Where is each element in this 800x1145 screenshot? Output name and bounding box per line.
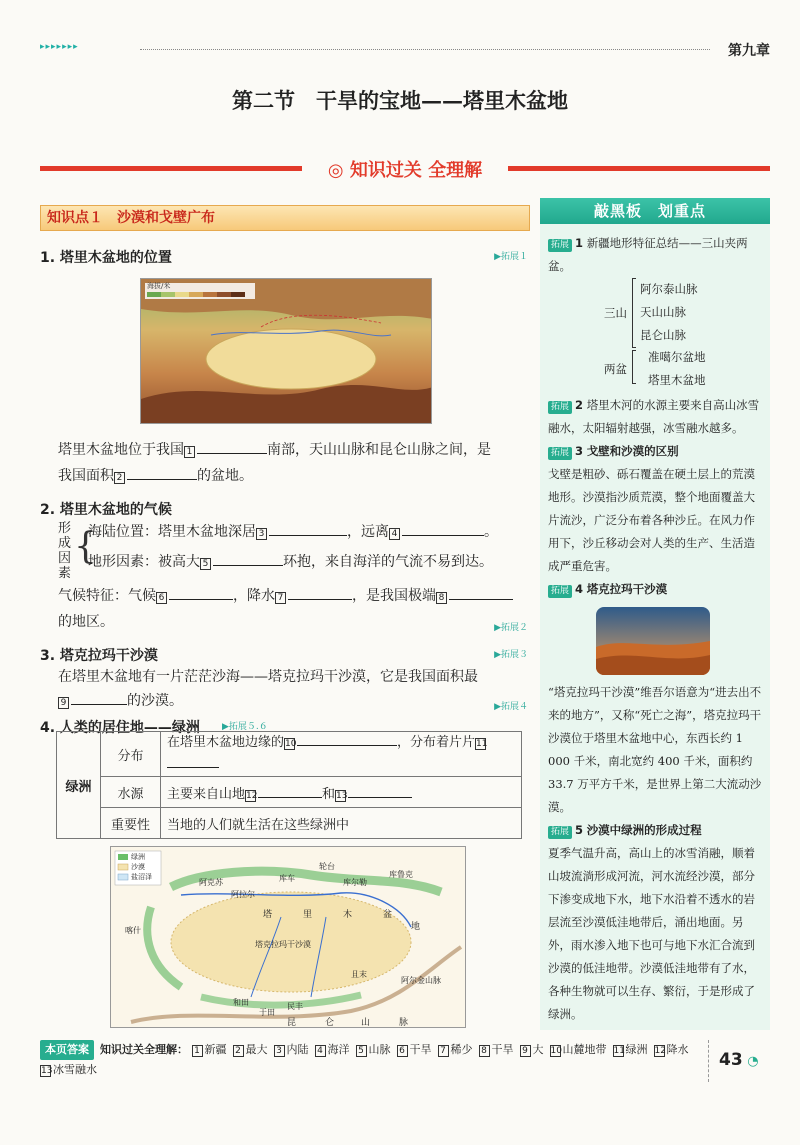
mountain-3: 昆仑山脉 — [640, 328, 686, 342]
map2-label: 阿拉尔 — [231, 890, 255, 899]
key-points-panel — [540, 198, 770, 1030]
tuo-3: 拓展 3 戈壁和沙漠的区别 戈壁是粗砂、砾石覆盖在硬土层上的荒漠地形。沙漠指沙质荒漠，整个地面覆盖大片流沙，广泛分布着各种沙丘。在风力作用下，沙丘移动会对人类的生产、生活造成严重危害。 — [548, 444, 755, 573]
page-answers — [40, 1040, 706, 1080]
answer-number: 5 — [356, 1045, 367, 1057]
map2-label: 地 — [411, 922, 421, 932]
answer-number: 13 — [41, 1066, 53, 1076]
legend-desert: 沙漠 — [131, 863, 145, 871]
answer-item — [438, 1043, 473, 1056]
map2-label: 塔克拉玛干沙漠 — [255, 940, 311, 949]
tarim-relief-map — [140, 278, 432, 424]
basin-2: 塔里木盆地 — [648, 373, 706, 387]
page-number: 43 ◔ — [708, 1040, 770, 1082]
answer-number: 11 — [613, 1046, 625, 1056]
tuo-badge: 拓展 — [548, 239, 572, 252]
answer-number: 9 — [520, 1045, 531, 1057]
answer-item — [315, 1043, 350, 1056]
oasis-group-cell: 绿洲 — [57, 732, 101, 839]
answer-text: 山脉 — [368, 1043, 391, 1056]
answer-item — [397, 1043, 432, 1056]
answer-number: 4 — [315, 1045, 326, 1057]
map2-label: 仑 — [325, 1018, 335, 1028]
banner-text: ◎ 知识过关 全理解 — [327, 160, 483, 181]
map2-label: 阿尔金山脉 — [401, 976, 441, 985]
s2-factors — [40, 519, 530, 583]
map2-label: 昆 — [287, 1018, 297, 1028]
answer-number: 7 — [438, 1045, 449, 1057]
factor-label: 形成因素 — [58, 521, 72, 581]
map2-label: 脉 — [399, 1018, 409, 1028]
chapter-label: 第九章 — [728, 43, 770, 59]
clock-icon: ◔ — [742, 1054, 759, 1069]
answer-text: 最大 — [245, 1043, 268, 1056]
answer-text: 冰雪融水 — [53, 1063, 97, 1076]
header-rule — [140, 49, 710, 50]
answer-text: 绿洲 — [625, 1043, 648, 1056]
spiral-icon: ◎ — [327, 160, 350, 181]
importance-label: 重要性 — [101, 808, 161, 839]
water-label: 水源 — [101, 777, 161, 808]
kp1-title: 知识点１ 沙漠和戈壁广布 — [40, 205, 530, 231]
s4-tag: ▶拓展５.６ — [222, 722, 268, 732]
answer-text: 海洋 — [327, 1043, 350, 1056]
s3-title: 3. 塔克拉玛干沙漠 ▶拓展３ — [40, 648, 528, 664]
banner-bar-left — [40, 166, 302, 171]
answer-item — [356, 1043, 391, 1056]
dist-cell: 在塔里木盆地边缘的10 ，分布着片片11 — [161, 732, 522, 777]
section-title: 第二节 干旱的宝地——塔里木盆地 — [232, 88, 568, 113]
s3-tag: ▶拓展３ — [494, 650, 528, 660]
mountain-2: 天山山脉 — [640, 305, 686, 319]
map2-label: 于田 — [259, 1008, 275, 1017]
desert-photo — [596, 607, 710, 675]
tuo-badge: 拓展 — [548, 826, 572, 839]
tuo-4-text: “塔克拉玛干沙漠”维吾尔语意为“进去出不来的地方”，又称“死亡之海”，塔克拉玛干沙漠位于塔里木盆地中心，东西长约 1 000 千米，南北宽约 400 千米，面积约 33.7 万平方千米，是世界上第二大流动沙漠。 — [548, 685, 762, 814]
relief-map-legend: 海拔/米 — [147, 282, 171, 290]
map2-label: 山 — [361, 1018, 371, 1028]
relief-map-svg — [141, 279, 432, 424]
importance-cell: 当地的人们就生活在这些绿洲中 — [161, 808, 522, 839]
answers-tag: 本页答案 — [40, 1040, 94, 1060]
basins-list — [540, 350, 770, 387]
answer-item — [654, 1043, 689, 1056]
answer-item — [550, 1043, 607, 1056]
answer-number: 10 — [550, 1046, 562, 1056]
answer-item — [520, 1043, 544, 1056]
two-basins-label: 两盆 — [604, 362, 627, 376]
answer-item — [192, 1043, 227, 1056]
answer-text: 大 — [532, 1043, 544, 1056]
map2-label: 民丰 — [287, 1002, 303, 1011]
map2-label: 且末 — [351, 970, 367, 979]
banner-bar-right — [508, 166, 770, 171]
answer-text: 干旱 — [409, 1043, 432, 1056]
factor-row-2: 地形因素：被高大 5 环抱，来自海洋的气流不易到达。 — [88, 554, 493, 570]
header-arrows-icon: ▸▸▸▸▸▸▸ — [40, 42, 79, 52]
answer-text: 山麓地带 — [562, 1043, 607, 1056]
map2-label: 阿克苏 — [199, 878, 223, 887]
s2-tag: ▶拓展２ — [494, 623, 528, 633]
answer-number: 6 — [397, 1045, 408, 1057]
map2-label: 库鲁克 — [389, 870, 413, 879]
answer-item — [274, 1043, 309, 1056]
tuo-badge: 拓展 — [548, 401, 572, 414]
answer-number: 12 — [654, 1046, 666, 1056]
answer-item — [233, 1043, 268, 1056]
tuo-1: 拓展 1 新疆地形特征总结——三山夹两盆。 — [548, 236, 748, 273]
map2-label: 和田 — [233, 998, 249, 1007]
answer-number: 1 — [192, 1045, 203, 1057]
answer-text: 稀少 — [450, 1043, 473, 1056]
tuo-badge: 拓展 — [548, 447, 572, 460]
answers-label: 知识过关全理解： — [100, 1043, 188, 1056]
answer-text: 降水 — [666, 1043, 689, 1056]
answer-number: 2 — [233, 1045, 244, 1057]
tuo-2: 拓展 2 塔里木河的水源主要来自高山冰雪融水，太阳辐射越强，冰雪融水越多。 — [548, 398, 760, 435]
legend-saltmarsh: 盐沼泽 — [131, 873, 152, 881]
answer-number: 3 — [274, 1045, 285, 1057]
s1-text: 塔里木盆地位于我国 1 南部，天山山脉和昆仑山脉之间，是 我国面积 2 的盆地。 — [58, 442, 491, 484]
answer-text: 内陆 — [286, 1043, 309, 1056]
s3-tag2: ▶拓展４ — [494, 702, 528, 712]
map2-label: 木 — [343, 910, 353, 920]
map2-label: 盆 — [383, 910, 393, 920]
s3-text: 在塔里木盆地有一片茫茫沙海——塔克拉玛干沙漠，它是我国面积最 9 的沙漠。 ▶拓展４ — [40, 665, 530, 713]
answer-text: 新疆 — [204, 1043, 227, 1056]
tuo-4: 拓展 4 塔克拉玛干沙漠 — [540, 578, 770, 601]
mountain-1: 阿尔泰山脉 — [640, 282, 698, 296]
oasis-table — [56, 731, 522, 839]
map2-label: 库车 — [279, 874, 295, 883]
answer-item — [40, 1063, 97, 1076]
basin-1: 准噶尔盆地 — [648, 350, 706, 364]
answer-item — [479, 1043, 514, 1056]
map2-label: 里 — [303, 910, 313, 920]
s1-title: 1. 塔里木盆地的位置 ▶拓展１ — [40, 250, 528, 266]
factor-row-1: 海陆位置：塔里木盆地深居 3 ，远离 4 。 — [88, 524, 498, 540]
map2-label: 塔 — [263, 910, 273, 920]
three-mountains-label: 三山 — [604, 306, 627, 320]
brace-icon: { — [74, 526, 97, 567]
oasis-map — [110, 846, 466, 1028]
dist-label: 分布 — [101, 732, 161, 777]
s2-title: 2. 塔里木盆地的气候 — [40, 502, 172, 518]
knowledge-banner — [40, 158, 770, 180]
s1-tag: ▶拓展１ — [494, 252, 528, 262]
answer-number: 8 — [479, 1045, 490, 1057]
s4-title: 4. 人类的居住地——绿洲 ▶拓展５.６ — [40, 720, 268, 736]
s2-climate: 气候特征：气候 6 ，降水 7 ，是我国极端 8 的地区。 ▶拓展２ — [40, 583, 530, 635]
key-points-header: 敲黑板 划重点 — [540, 198, 770, 224]
tuo-badge: 拓展 — [548, 585, 572, 598]
desert-photo-svg — [596, 607, 710, 675]
chapter-header — [40, 40, 770, 60]
legend-oasis: 绿洲 — [131, 853, 145, 861]
answer-text: 干旱 — [491, 1043, 514, 1056]
tuo-5: 拓展 5 沙漠中绿洲的形成过程 夏季气温升高，高山上的冰雪消融，顺着山坡流淌形成河流，河水流经沙漠，部分下渗变成地下水，地下水沿着不透水的岩层流至沙漠低洼地带后，涌出地面。另外，雨水渗入地下也可与地下水汇合流到沙漠的低洼地带。沙漠低洼地带有了水，各种生物就可以生存、繁衍，于是形成了绿洲。 — [548, 823, 755, 1021]
bracket-icon — [632, 278, 636, 348]
map2-label: 喀什 — [125, 926, 141, 935]
map2-label: 库尔勒 — [343, 878, 367, 887]
map2-label: 轮台 — [319, 862, 335, 871]
answer-item — [613, 1043, 648, 1056]
water-cell: 主要来自山地12 和13 — [161, 777, 522, 808]
